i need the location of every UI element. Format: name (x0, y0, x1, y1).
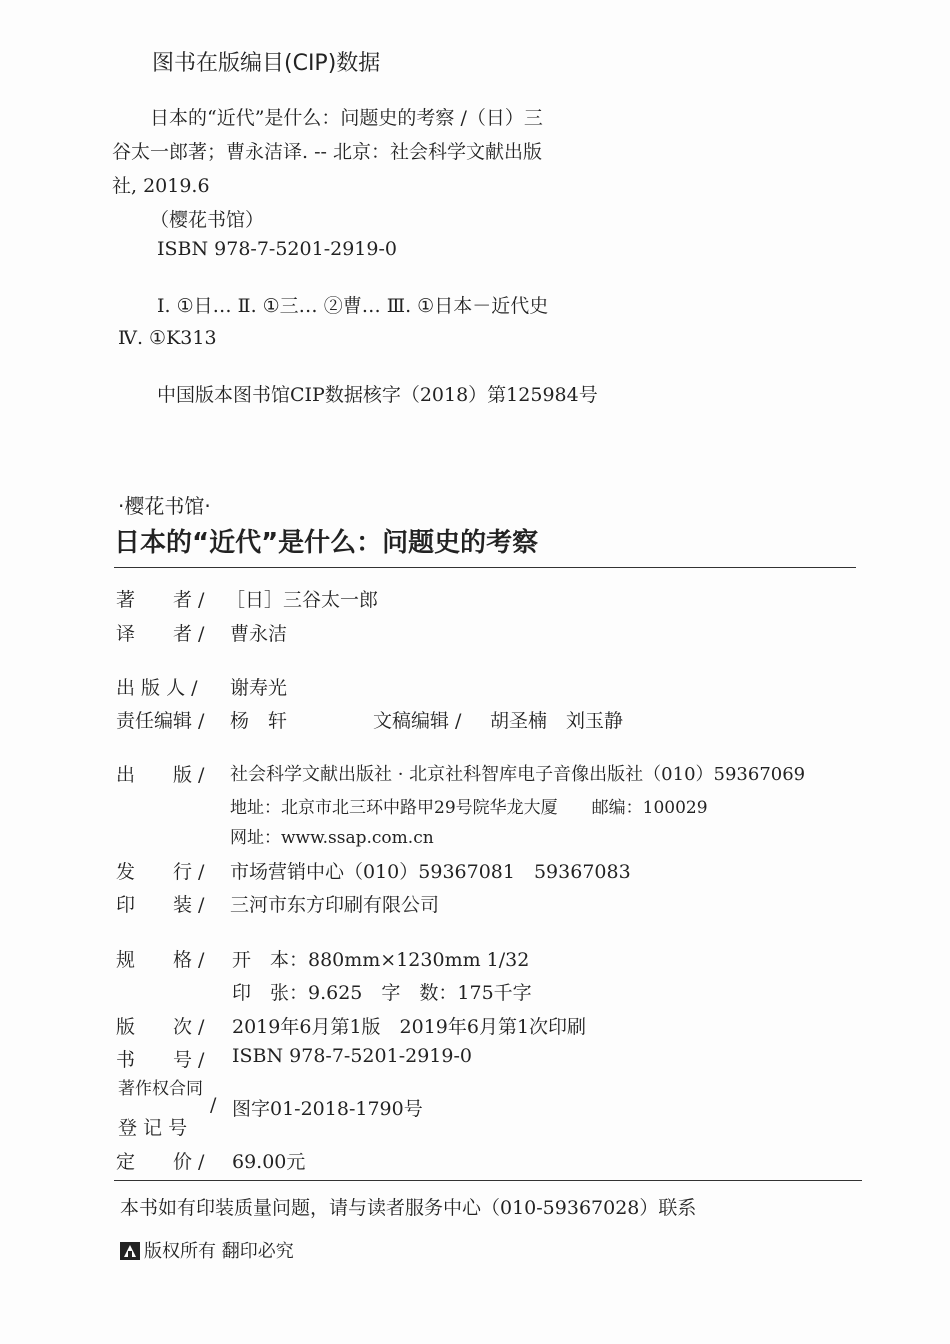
translator: 曹永洁 (230, 623, 288, 645)
cip-classification-2: Ⅳ. ①K313 (118, 327, 217, 349)
cip-heading: 图书在版编目(CIP)数据 (152, 51, 381, 76)
author-label: 著 者 / (116, 589, 205, 611)
author: ［日］三谷太一郎 (226, 589, 379, 611)
editor-label: 责任编辑 / (116, 710, 205, 732)
isbn-label: 书 号 / (116, 1049, 205, 1071)
distribution: 市场营销中心（010）59367081 59367083 (230, 861, 631, 883)
publisher-person: 谢寿光 (230, 677, 288, 699)
spec-sheets: 印 张：9.625 字 数：175千字 (232, 982, 532, 1004)
spec-label: 规 格 / (116, 949, 205, 971)
manuscript-editor: 胡圣楠 刘玉静 (490, 710, 624, 732)
spec-format: 开 本：880mm×1230mm 1/32 (232, 949, 530, 971)
distribution-label: 发 行 / (116, 861, 205, 883)
printing-label: 印 装 / (116, 894, 205, 916)
printing: 三河市东方印刷有限公司 (230, 894, 440, 916)
publisher-address: 地址：北京市北三环中路甲29号院华龙大厦 邮编：100029 (230, 798, 708, 818)
copyright-label-2: 登 记 号 (118, 1117, 188, 1139)
copyright-slash: / (210, 1094, 217, 1116)
cip-line: 日本的“近代”是什么：问题史的考察 /（日）三 (150, 107, 543, 129)
ssap-logo-icon (120, 1242, 140, 1260)
copyright-notice (120, 1237, 294, 1263)
cip-line: 社, 2019.6 (112, 175, 210, 197)
publish-label: 出 版 / (116, 764, 205, 786)
cip-record-number: 中国版本图书馆CIP数据核字（2018）第125984号 (157, 384, 598, 406)
copyright-registration: 图字01-2018-1790号 (232, 1098, 423, 1120)
price: 69.00元 (232, 1151, 306, 1173)
edition: 2019年6月第1版 2019年6月第1次印刷 (232, 1016, 587, 1038)
cip-line: 谷太一郎著；曹永洁译. -- 北京：社会科学文献出版 (112, 141, 542, 163)
quality-notice: 本书如有印装质量问题，请与读者服务中心（010-59367028）联系 (120, 1197, 697, 1219)
manuscript-editor-label: 文稿编辑 / (373, 710, 462, 732)
editor: 杨 轩 (230, 710, 288, 732)
footer-divider (114, 1180, 862, 1181)
isbn: ISBN 978-7-5201-2919-0 (232, 1045, 472, 1067)
book-title: 日本的“近代”是什么：问题史的考察 (114, 528, 539, 558)
publisher: 社会科学文献出版社 · 北京社科智库电子音像出版社（010）59367069 (230, 764, 806, 785)
publisher-person-label: 出 版 人 / (116, 677, 198, 699)
price-label: 定 价 / (116, 1151, 205, 1173)
cip-line: （樱花书馆） (150, 209, 265, 231)
copyright-label: 著作权合同 (118, 1079, 203, 1099)
translator-label: 译 者 / (116, 623, 205, 645)
series-name: ·樱花书馆· (118, 494, 211, 518)
cip-classification: Ⅰ. ①日… Ⅱ. ①三… ②曹… Ⅲ. ①日本－近代史 (157, 295, 549, 317)
copyright-notice-text: 版权所有 翻印必究 (144, 1241, 294, 1262)
cip-isbn: ISBN 978-7-5201-2919-0 (157, 238, 397, 260)
title-divider (114, 567, 856, 568)
edition-label: 版 次 / (116, 1016, 205, 1038)
publisher-website: 网址：www.ssap.com.cn (230, 828, 434, 848)
